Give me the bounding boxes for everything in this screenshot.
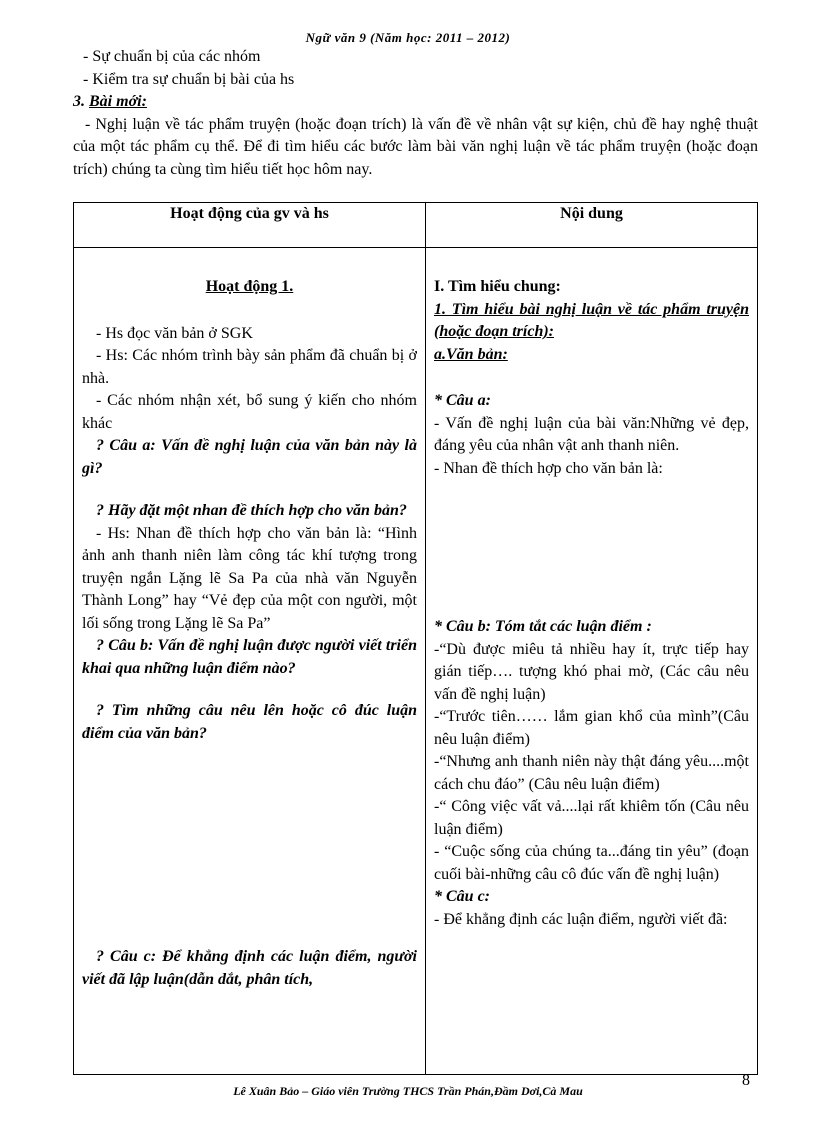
- answer-label: * Câu a:: [434, 392, 491, 409]
- page-number: 8: [742, 1072, 750, 1089]
- col-header-activities: Hoạt động của gv và hs: [74, 203, 426, 248]
- question: ? Hãy đặt một nhan đề thích hợp cho văn bản?: [96, 502, 407, 519]
- content-subheading: a.Văn bản:: [434, 345, 508, 363]
- answer-text: -“Trước tiên…… lắm gian khổ của mình”(Câu nêu luận điểm): [434, 708, 749, 748]
- answer-text: -“ Công việc vất vả....lại rất khiêm tốn (Câu nêu luận điểm): [434, 798, 749, 838]
- student-answer: - Hs: Nhan đề thích hợp cho văn bản là: “Hình ảnh anh thanh niên làm công tác khí tượng trong truyện ngắn Lặng lẽ Sa Pa của nhà văn Nguyễn Thành Long” hay “Vẻ đẹp của một con người, một lối sống trong Lặng lẽ Sa Pa”: [82, 524, 417, 632]
- section-heading: 3. Bài mới:: [73, 93, 147, 110]
- answer-text: -“Nhưng anh thanh niên này thật đáng yêu....một cách chu đáo” (Câu nêu luận điểm): [434, 753, 749, 793]
- col-header-content: Nội dung: [426, 203, 758, 248]
- page-footer: Lê Xuân Bảo – Giáo viên Trường THCS Trần Phán,Đầm Dơi,Cà Mau: [233, 1084, 583, 1098]
- page-header: Ngữ văn 9 (Năm học: 2011 – 2012): [305, 30, 511, 45]
- question: ? Tìm những câu nêu lên hoặc cô đúc luận điểm của văn bản?: [82, 702, 417, 742]
- student-task: - Hs đọc văn bản ở SGK: [96, 324, 253, 342]
- student-task: - Hs: Các nhóm trình bày sản phẩm đã chuẩn bị ở nhà.: [82, 347, 417, 387]
- question: ? Câu b: Vấn đề nghị luận được người viết triển khai qua những luận điểm nào?: [82, 637, 417, 677]
- intro-item: - Sự chuẩn bị của các nhóm: [83, 48, 261, 65]
- answer-text: - Vấn đề nghị luận của bài văn:Những vẻ đẹp, đáng yêu của nhân vật anh thanh niên.: [434, 414, 749, 454]
- question: ? Câu c: Để khẳng định các luận điểm, người viết đã lập luận(dẫn dắt, phân tích,: [82, 948, 417, 988]
- answer-text: - Để khẳng định các luận điểm, người viết đã:: [434, 910, 728, 928]
- intro-item: - Kiểm tra sự chuẩn bị bài của hs: [83, 70, 295, 88]
- question: ? Câu a: Vấn đề nghị luận của văn bản này là gì?: [82, 437, 417, 477]
- right-column: [434, 248, 749, 1074]
- content-subheading: 1. Tìm hiểu bài nghị luận về tác phẩm truyện (hoặc đoạn trích):: [434, 300, 749, 340]
- intro-paragraph: - Nghị luận về tác phẩm truyện (hoặc đoạn trích) là vấn đề về nhân vật sự kiện, chủ đề hay nghệ thuật của một tác phẩm cụ thể. Để đi tìm hiểu các bước làm bài văn nghị luận về tác phẩm truyện (hoặc đoạn trích) chúng ta cùng tìm hiểu tiết học hôm nay.: [73, 115, 758, 178]
- answer-text: - “Cuộc sống của chúng ta...đáng tin yêu” (đoạn cuối bài-những câu cô đúc vấn đề nghị luận): [434, 843, 749, 883]
- answer-label: * Câu b: Tóm tắt các luận điểm :: [434, 618, 652, 635]
- answer-text: -“Dù được miêu tả nhiều hay ít, trực tiếp hay gián tiếp…. tượng khó phai mờ, (Các câu nêu vấn đề nghị luận): [434, 640, 749, 703]
- answer-text: - Nhan đề thích hợp cho văn bản là:: [434, 459, 663, 477]
- content-heading: I. Tìm hiểu chung:: [434, 278, 561, 295]
- left-column: [82, 248, 417, 1074]
- activity-title: Hoạt động 1.: [205, 278, 294, 295]
- lesson-table: [73, 202, 758, 1075]
- student-task: - Các nhóm nhận xét, bổ sung ý kiến cho nhóm khác: [82, 392, 417, 432]
- answer-label: * Câu c:: [434, 888, 490, 905]
- intro-section: [73, 46, 758, 181]
